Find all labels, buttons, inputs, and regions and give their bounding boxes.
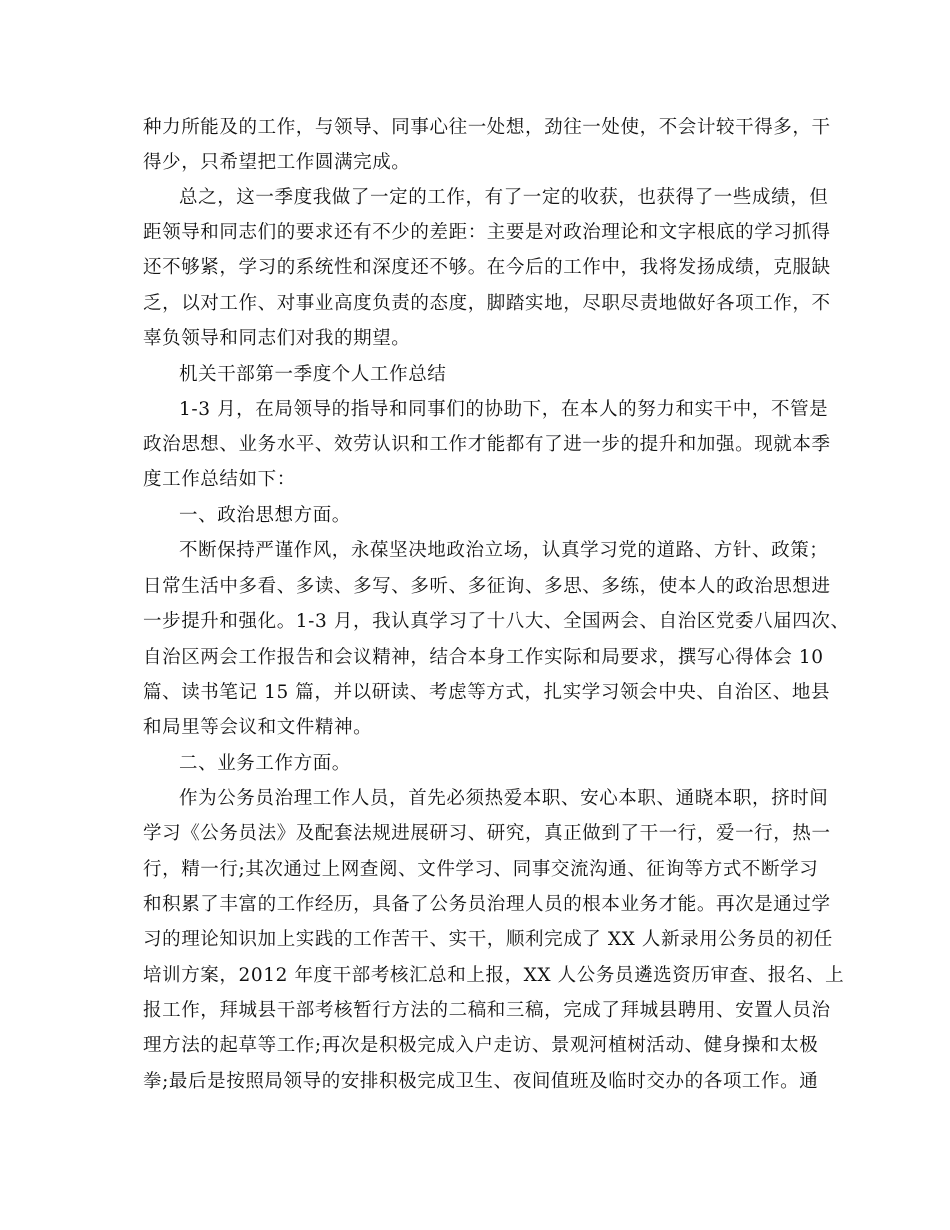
subsection-heading: 二、业务工作方面。: [179, 753, 351, 774]
text-line: 日常生活中多看、多读、多写、多听、多征询、多思、多练，使本人的政治思想进: [143, 576, 831, 597]
paragraph-start: 不断保持严谨作风，永葆坚决地政治立场，认真学习党的道路、方针、政策；: [179, 540, 829, 561]
text-line: 乏，以对工作、对事业高度负责的态度，脚踏实地，尽职尽责地做好各项工作，不: [143, 293, 831, 314]
paragraph-start: 作为公务员治理工作人员，首先必须热爱本职、安心本职、通晓本职，挤时间: [179, 788, 829, 809]
text-line: 报工作，拜城县干部考核暂行方法的二稿和三稿，完成了拜城县聘用、安置人员治: [143, 1000, 831, 1021]
paragraph-start: 总之，这一季度我做了一定的工作，有了一定的收获，也获得了一些成绩，但: [179, 187, 829, 208]
text-line: 学习《公务员法》及配套法规进展研习、研究，真正做到了干一行，爱一行，热一: [143, 823, 831, 844]
text-line: 种力所能及的工作，与领导、同事心往一处想，劲往一处使，不会计较干得多，干: [143, 117, 831, 138]
section-title: 机关干部第一季度个人工作总结: [179, 364, 447, 385]
text-line: 和积累了丰富的工作经历，具备了公务员治理人员的根本业务才能。再次是通过学: [143, 894, 831, 915]
text-line: 培训方案，2012 年度干部考核汇总和上报，XX 人公务员遴选资历审查、报名、上: [143, 965, 845, 986]
subsection-heading: 一、政治思想方面。: [179, 505, 351, 526]
text-line: 辜负领导和同志们对我的期望。: [143, 328, 411, 349]
text-line: 和局里等会议和文件精神。: [143, 717, 373, 738]
text-line: 篇、读书笔记 15 篇，并以研读、考虑等方式，扎实学习领会中央、自治区、地县: [143, 682, 831, 703]
text-line: 行，精一行;其次通过上网查阅、文件学习、同事交流沟通、征询等方式不断学习: [143, 859, 819, 880]
text-line: 还不够紧，学习的系统性和深度还不够。在今后的工作中，我将发扬成绩，克服缺: [143, 257, 831, 278]
text-line: 度工作总结如下：: [143, 469, 296, 490]
text-line: 自治区两会工作报告和会议精神，结合本身工作实际和局要求，撰写心得体会 10: [143, 647, 824, 668]
text-line: 得少，只希望把工作圆满完成。: [143, 152, 411, 173]
text-line: 距领导和同志们的要求还有不少的差距：主要是对政治理论和文字根底的学习抓得: [143, 222, 831, 243]
text-line: 拳;最后是按照局领导的安排积极完成卫生、夜间值班及临时交办的各项工作。通: [143, 1071, 819, 1092]
text-line: 一步提升和强化。1-3 月，我认真学习了十八大、全国两会、自治区党委八届四次、: [143, 611, 850, 632]
text-line: 理方法的起草等工作;再次是积极完成入户走访、景观河植树活动、健身操和太极: [143, 1035, 819, 1056]
text-line: 政治思想、业务水平、效劳认识和工作才能都有了进一步的提升和加强。现就本季: [143, 434, 831, 455]
text-line: 习的理论知识加上实践的工作苦干、实干，顺利完成了 XX 人新录用公务员的初任: [143, 929, 833, 950]
paragraph-start: 1-3 月，在局领导的指导和同事们的协助下，在本人的努力和实干中，不管是: [179, 399, 829, 420]
